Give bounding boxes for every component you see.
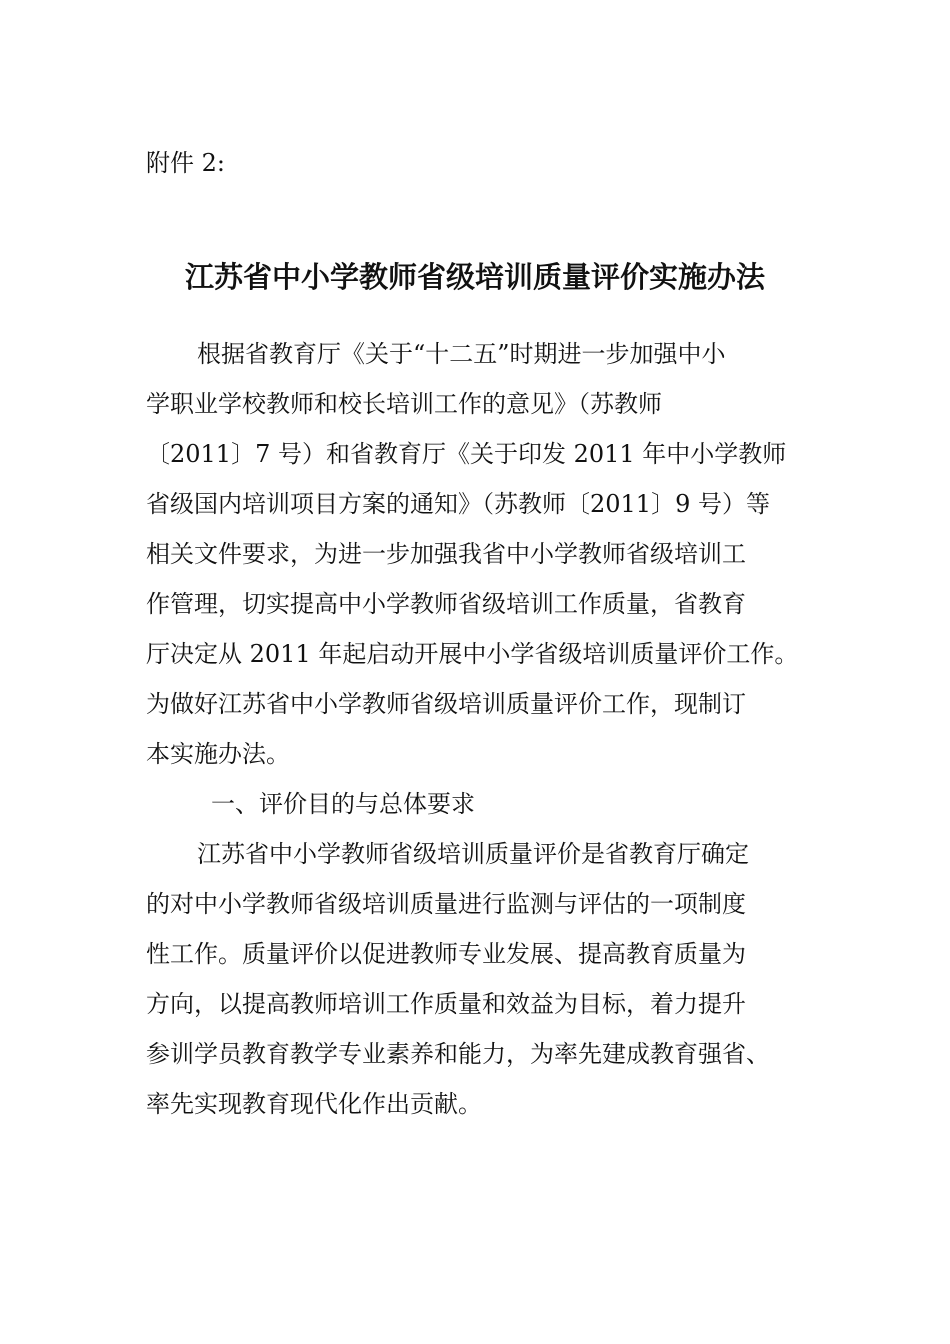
- body-line: 性工作。质量评价以促进教师专业发展、提高教育质量为: [146, 940, 746, 968]
- body-line: 率先实现教育现代化作出贡献。: [146, 1090, 482, 1118]
- body-line: 参训学员教育教学专业素养和能力，为率先建成教育强省、: [146, 1040, 770, 1068]
- section-heading: 一、评价目的与总体要求: [211, 790, 475, 818]
- attachment-label: 附件 2:: [146, 149, 225, 177]
- body-line: 的对中小学教师省级培训质量进行监测与评估的一项制度: [146, 890, 746, 918]
- body-line: 相关文件要求，为进一步加强我省中小学教师省级培训工: [146, 540, 746, 568]
- body-line: 学职业学校教师和校长培训工作的意见》（苏教师: [146, 390, 662, 418]
- body-line: 本实施办法。: [146, 740, 290, 768]
- body-line: 江苏省中小学教师省级培训质量评价是省教育厅确定: [197, 840, 749, 868]
- body-line: 〔2011〕7 号）和省教育厅《关于印发 2011 年中小学教师: [146, 440, 787, 468]
- body-line: 方向，以提高教师培训工作质量和效益为目标，着力提升: [146, 990, 746, 1018]
- body-line: 作管理，切实提高中小学教师省级培训工作质量，省教育: [146, 590, 746, 618]
- document-title: 江苏省中小学教师省级培训质量评价实施办法: [184, 260, 765, 294]
- body-line: 根据省教育厅《关于“十二五”时期进一步加强中小: [197, 340, 726, 368]
- body-line: 厅决定从 2011 年起启动开展中小学省级培训质量评价工作。: [146, 640, 799, 668]
- body-line: 省级国内培训项目方案的通知》（苏教师〔2011〕9 号）等: [146, 490, 770, 518]
- body-line: 为做好江苏省中小学教师省级培训质量评价工作，现制订: [146, 690, 746, 718]
